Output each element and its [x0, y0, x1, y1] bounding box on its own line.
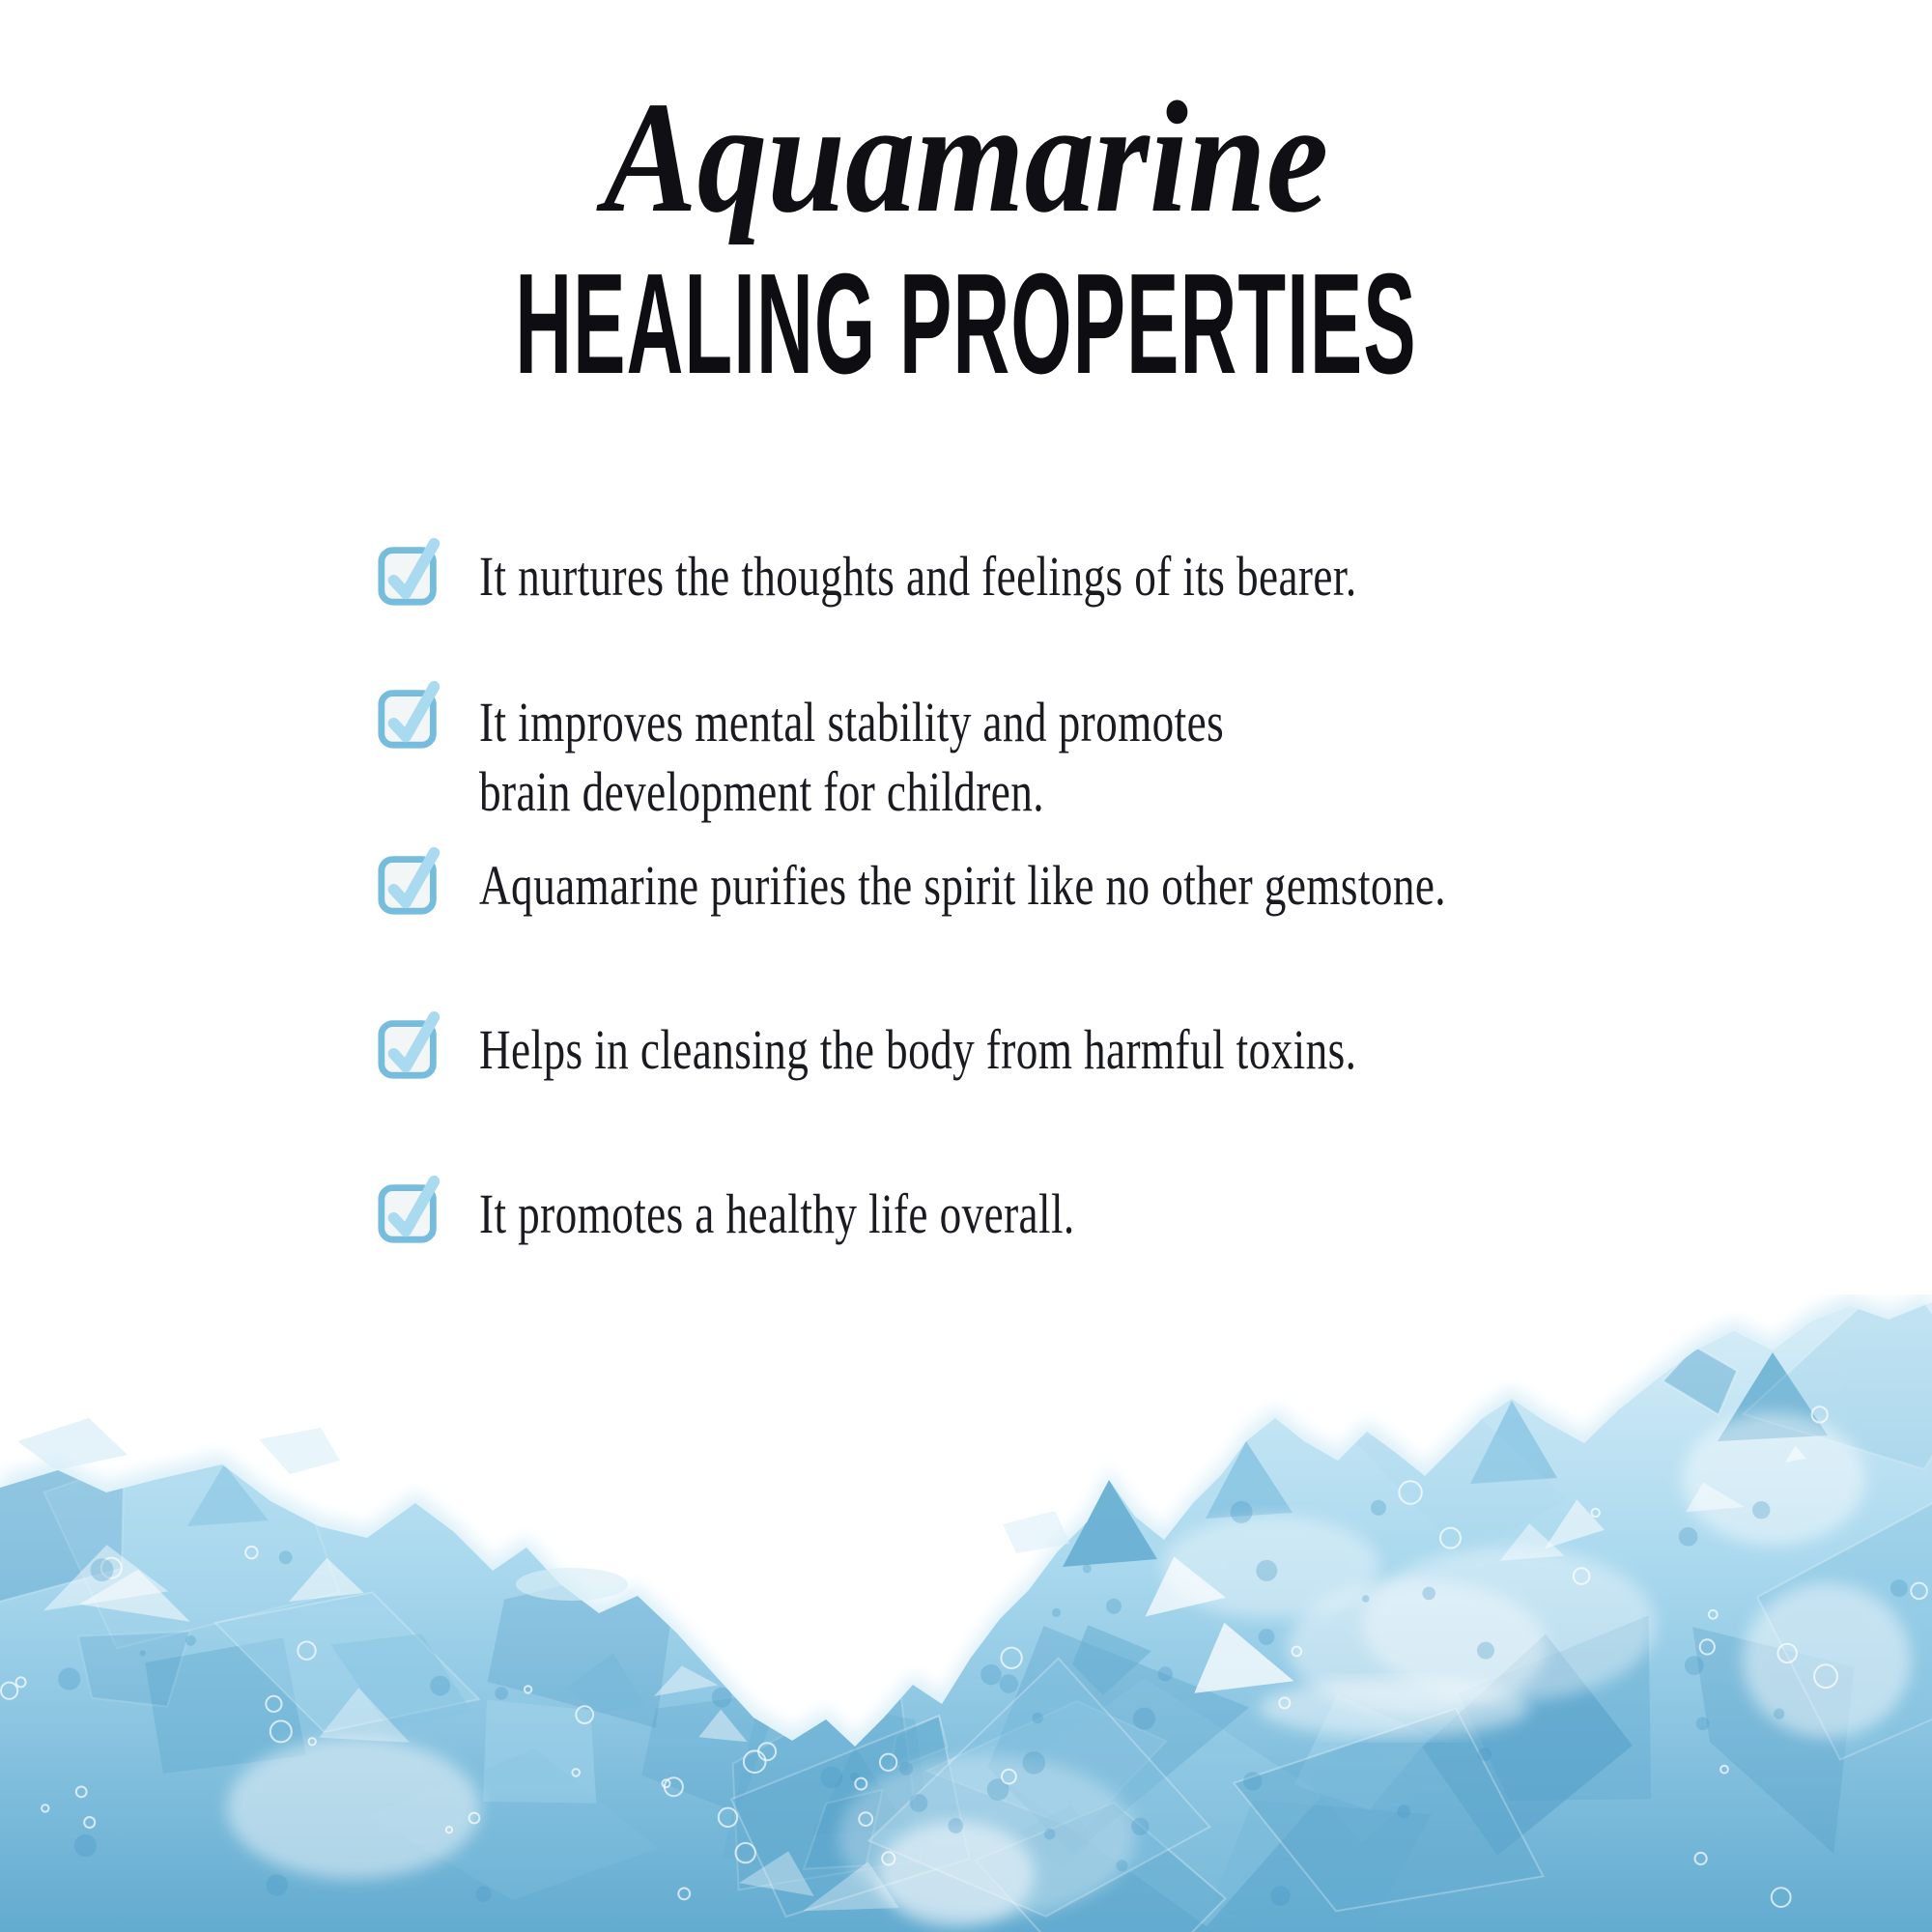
checklist-item-line: Helps in cleansing the body from harmful toxins.: [479, 1018, 1357, 1081]
checklist-item-line: brain development for children.: [479, 760, 1044, 823]
checklist-item-text: [479, 688, 1224, 827]
checklist-item-line: It promotes a healthy life overall.: [479, 1182, 1075, 1245]
checked-checkbox-icon: [377, 1011, 446, 1081]
checklist-item: [377, 856, 1719, 918]
checklist-item-text: [479, 854, 1446, 918]
checked-checkbox-icon: [377, 538, 446, 608]
checklist-item-text: [479, 1182, 1075, 1246]
page-subtitle: HEALING PROPERTIES: [515, 244, 1417, 404]
ice-cubes-image: [0, 1294, 1932, 1932]
checklist-item: [377, 547, 1605, 609]
page-title: Aquamarine: [603, 69, 1329, 245]
checklist-item: [377, 1184, 1243, 1246]
checklist-item-line: It improves mental stability and promotes: [479, 691, 1225, 753]
checklist-item-line: Aquamarine purifies the spirit like no other gemstone.: [479, 854, 1447, 917]
ice-cubes-illustration: [0, 1294, 1932, 1932]
checked-checkbox-icon: [377, 1176, 446, 1245]
checklist-item: [377, 1020, 1604, 1082]
checklist-item-text: [479, 545, 1357, 609]
checked-checkbox-icon: [377, 847, 446, 917]
checklist-item-line: It nurtures the thoughts and feelings of its bearer.: [479, 545, 1357, 608]
checklist-item: [377, 690, 1435, 827]
checklist-item-text: [479, 1018, 1356, 1082]
checked-checkbox-icon: [377, 681, 446, 751]
